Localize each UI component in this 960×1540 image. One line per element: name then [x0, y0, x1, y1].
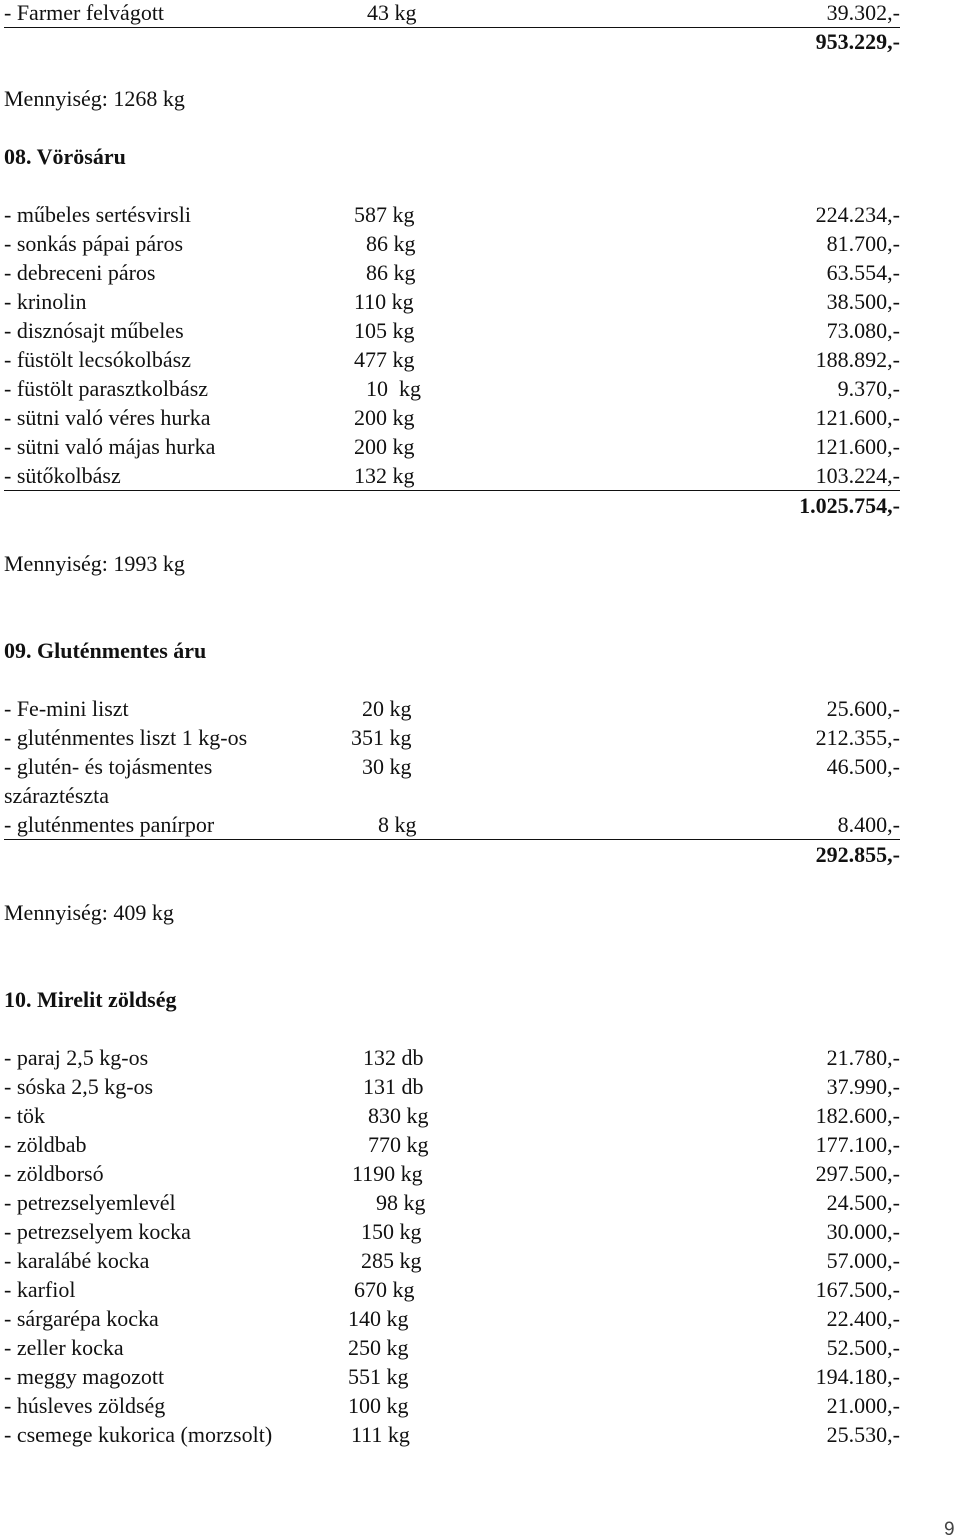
table-row [4, 0, 900, 28]
item-quantity: 8 kg [378, 812, 417, 837]
table-row [4, 1217, 900, 1246]
table-row [4, 1420, 900, 1449]
item-price: 24.500,- [826, 1190, 900, 1215]
item-name: - zöldborsó [4, 1161, 104, 1186]
table-row [4, 403, 900, 432]
item-name: - tök [4, 1103, 45, 1128]
item-name: - debreceni páros [4, 260, 156, 285]
item-quantity: 98 kg [376, 1190, 426, 1215]
table-row [4, 1130, 900, 1159]
item-price: 224.234,- [815, 202, 900, 227]
item-price: 21.000,- [826, 1393, 900, 1418]
table-row [4, 432, 900, 461]
item-price: 39.302,- [826, 0, 900, 25]
item-name: - sütőkolbász [4, 463, 121, 488]
item-price: 297.500,- [815, 1161, 900, 1186]
item-price: 212.355,- [815, 725, 900, 750]
item-name: - petrezselyem kocka [4, 1219, 191, 1244]
table-row [4, 752, 900, 781]
item-name: - gluténmentes panírpor [4, 812, 215, 837]
item-quantity: 770 kg [368, 1132, 429, 1157]
table-row [4, 1333, 900, 1362]
table-row [4, 1159, 900, 1188]
item-quantity: 132 kg [354, 463, 415, 488]
item-quantity: 140 kg [348, 1306, 409, 1331]
item-name: - zeller kocka [4, 1335, 124, 1360]
table-row [4, 1304, 900, 1333]
item-price: 103.224,- [815, 463, 900, 488]
section-subtotal: 292.855,- [815, 842, 900, 867]
item-price: 25.600,- [826, 696, 900, 721]
table-row [4, 229, 900, 258]
item-name: - sóska 2,5 kg-os [4, 1074, 154, 1099]
quantity-total: Mennyiség: 1993 kg [4, 551, 185, 576]
item-quantity: 830 kg [368, 1103, 429, 1128]
item-quantity: 200 kg [354, 405, 415, 430]
item-quantity: 670 kg [354, 1277, 415, 1302]
item-quantity: 86 kg [366, 260, 416, 285]
item-price: 121.600,- [815, 405, 900, 430]
item-price: 81.700,- [826, 231, 900, 256]
item-quantity: 105 kg [354, 318, 415, 343]
item-quantity: 285 kg [361, 1248, 422, 1273]
item-price: 37.990,- [826, 1074, 900, 1099]
item-name: - sütni való véres hurka [4, 405, 211, 430]
item-name: - karfiol [4, 1277, 76, 1302]
table-row [4, 200, 900, 229]
section-heading: 08. Vörösáru [4, 144, 126, 169]
item-price: 188.892,- [815, 347, 900, 372]
item-price: 57.000,- [826, 1248, 900, 1273]
item-price: 121.600,- [815, 434, 900, 459]
page-number: 9 [944, 1519, 955, 1540]
item-name: - műbeles sertésvirsli [4, 202, 191, 227]
table-row [4, 316, 900, 345]
item-name: - meggy magozott [4, 1364, 165, 1389]
table-row [4, 1391, 900, 1420]
table-row-continuation [4, 781, 900, 810]
item-price: 8.400,- [837, 812, 900, 837]
item-name: - krinolin [4, 289, 87, 314]
item-quantity: 477 kg [354, 347, 415, 372]
item-quantity: 30 kg [362, 754, 412, 779]
table-row [4, 1101, 900, 1130]
item-quantity: 551 kg [348, 1364, 409, 1389]
table-row [4, 1275, 900, 1304]
item-name: - disznósajt műbeles [4, 318, 184, 343]
item-name-continuation: száraztészta [4, 783, 110, 808]
table-row [4, 461, 900, 491]
item-name: - húsleves zöldség [4, 1393, 166, 1418]
item-quantity: 200 kg [354, 434, 415, 459]
item-quantity: 100 kg [348, 1393, 409, 1418]
item-quantity: 150 kg [361, 1219, 422, 1244]
item-name: - sonkás pápai páros [4, 231, 184, 256]
item-quantity: 86 kg [366, 231, 416, 256]
item-price: 194.180,- [815, 1364, 900, 1389]
item-name: - füstölt lecsókolbász [4, 347, 191, 372]
item-quantity: 131 db [363, 1074, 424, 1099]
item-quantity: 43 kg [367, 0, 417, 25]
item-quantity: 110 kg [354, 289, 414, 314]
quantity-total: Mennyiség: 1268 kg [4, 86, 185, 111]
section-heading: 10. Mirelit zöldség [4, 987, 177, 1012]
item-name: - Farmer felvágott [4, 0, 165, 25]
item-quantity: 132 db [363, 1045, 424, 1070]
item-price: 30.000,- [826, 1219, 900, 1244]
item-name: - sárgarépa kocka [4, 1306, 159, 1331]
item-name: - füstölt parasztkolbász [4, 376, 209, 401]
item-quantity: 10 kg [366, 376, 421, 401]
item-name: - petrezselyemlevél [4, 1190, 176, 1215]
item-price: 167.500,- [815, 1277, 900, 1302]
item-name: - csemege kukorica (morzsolt) [4, 1422, 273, 1447]
table-row [4, 287, 900, 316]
table-row [4, 345, 900, 374]
item-name: - zöldbab [4, 1132, 87, 1157]
item-quantity: 250 kg [348, 1335, 409, 1360]
table-row [4, 1072, 900, 1101]
item-price: 22.400,- [826, 1306, 900, 1331]
quantity-total: Mennyiség: 409 kg [4, 900, 174, 925]
table-row [4, 1043, 900, 1072]
item-name: - sütni való májas hurka [4, 434, 216, 459]
item-price: 38.500,- [826, 289, 900, 314]
item-price: 63.554,- [826, 260, 900, 285]
item-price: 46.500,- [826, 754, 900, 779]
item-price: 73.080,- [826, 318, 900, 343]
item-name: - Fe-mini liszt [4, 696, 129, 721]
item-price: 9.370,- [837, 376, 900, 401]
item-name: - paraj 2,5 kg-os [4, 1045, 149, 1070]
item-quantity: 20 kg [362, 696, 412, 721]
table-row [4, 810, 900, 840]
item-quantity: 111 kg [351, 1422, 410, 1447]
table-row [4, 1362, 900, 1391]
section-subtotal: 953.229,- [815, 29, 900, 54]
section-subtotal: 1.025.754,- [799, 493, 900, 518]
table-row [4, 1188, 900, 1217]
table-row [4, 374, 900, 403]
table-row [4, 1246, 900, 1275]
item-price: 25.530,- [826, 1422, 900, 1447]
item-price: 177.100,- [815, 1132, 900, 1157]
item-price: 52.500,- [826, 1335, 900, 1360]
item-price: 182.600,- [815, 1103, 900, 1128]
table-row [4, 694, 900, 723]
item-quantity: 587 kg [354, 202, 415, 227]
item-quantity: 351 kg [351, 725, 412, 750]
item-name: - karalábé kocka [4, 1248, 150, 1273]
item-name: - glutén- és tojásmentes [4, 754, 213, 779]
item-quantity: 1190 kg [352, 1161, 423, 1186]
table-row [4, 723, 900, 752]
section-heading: 09. Gluténmentes áru [4, 638, 207, 663]
table-row [4, 258, 900, 287]
item-name: - gluténmentes liszt 1 kg-os [4, 725, 248, 750]
item-price: 21.780,- [826, 1045, 900, 1070]
